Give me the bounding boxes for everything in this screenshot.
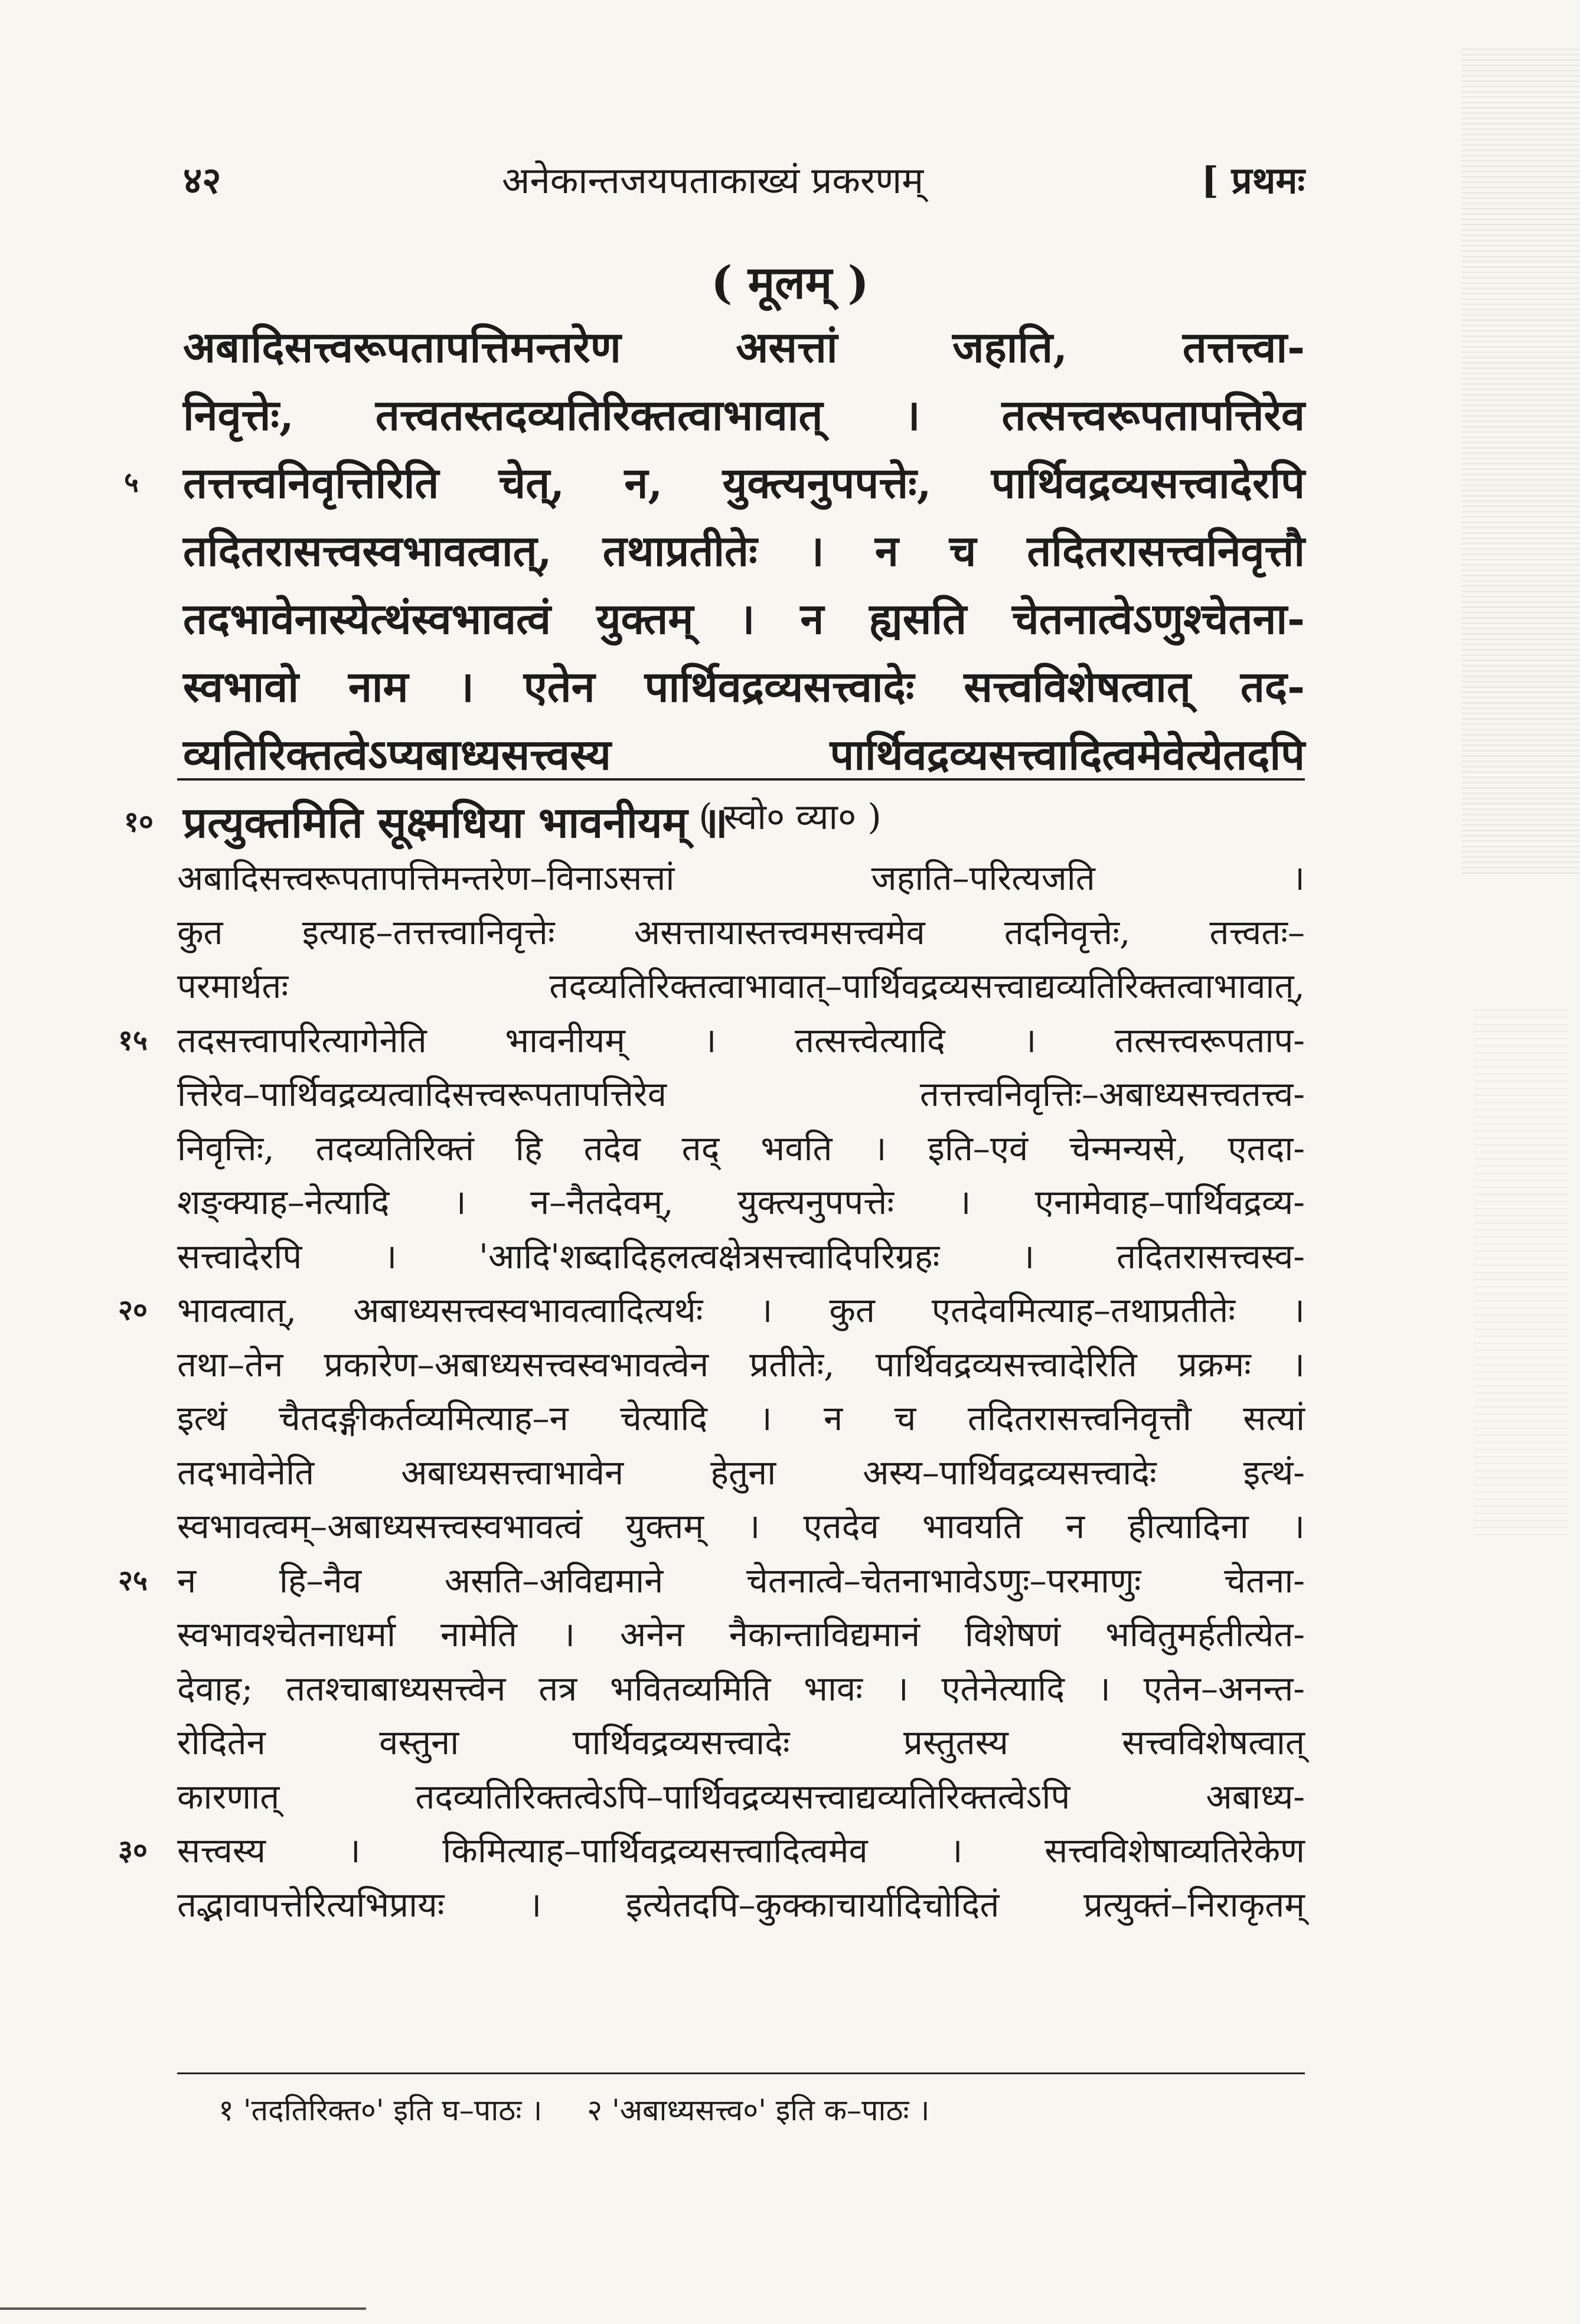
mula-text	[124, 313, 1305, 856]
mula-heading: ( मूलम् )	[711, 256, 869, 309]
line-number: ५	[124, 466, 139, 499]
commentary-line-text: तदसत्त्वापरित्यागेनेति भावनीयम् । तत्सत्त्वेत्यादि । तत्सत्त्वरूपताप-	[177, 1020, 1305, 1060]
footnote-divider	[177, 2072, 1305, 2074]
book-title: अनेकान्तजयपताकाख्यं प्रकरणम्	[502, 159, 924, 202]
page-number: ४२	[183, 159, 221, 202]
line-number: २५	[118, 1564, 148, 1597]
commentary-line: तथा–तेन प्रकारेण–अबाध्यसत्त्वस्वभावत्वेन प्रतीतेः, पार्थिवद्रव्यसत्त्वादेरिति प्रक्रमः ।	[177, 1344, 1305, 1385]
commentary-line-text: सत्त्वस्य । किमित्याह–पार्थिवद्रव्यसत्त्वादित्वमेव । सत्त्वविशेषाव्यतिरेकेण	[177, 1830, 1305, 1871]
commentary-line: निवृत्तिः, तदव्यतिरिक्तं हि तदेव तद् भवति । इति–एवं चेन्मन्यसे, एतदा-	[177, 1128, 1305, 1168]
commentary-line-text: न हि–नैव असति–अविद्यमाने चेतनात्वे–चेतनाभावेऽणुः–परमाणुः चेतना-	[177, 1560, 1305, 1601]
mula-line: व्यतिरिक्तत्वेऽप्यबाध्यसत्त्वस्य पार्थिवद्रव्यसत्त्वादित्वमेवेत्येतदपि	[183, 729, 1305, 779]
section-divider	[177, 778, 1305, 781]
footnote: २ 'अबाध्यसत्त्व०' इति क–पाठः ।	[587, 2093, 930, 2127]
commentary-line: कुत इत्याह–तत्तत्त्वानिवृत्तेः असत्तायास्तत्त्वमसत्त्वमेव तदनिवृत्तेः, तत्त्वतः–	[177, 912, 1305, 952]
commentary-heading: ( स्वो० व्या० )	[698, 797, 882, 838]
mula-line: निवृत्तेः, तत्त्वतस्तदव्यतिरिक्तत्वाभावात् । तत्सत्त्वरूपतापत्तिरेव	[183, 390, 1305, 440]
commentary-line: शङ्क्याह–नेत्यादि । न–नैतदेवम्, युक्त्यनुपपत्तेः । एनामेवाह–पार्थिवद्रव्य-	[177, 1182, 1305, 1222]
line-number: २०	[118, 1294, 148, 1327]
commentary-line	[118, 1014, 1305, 1068]
commentary-line: देवाह; ततश्चाबाध्यसत्त्वेन तत्र भवितव्यमिति भावः । एतेनेत्यादि । एतेन–अनन्त-	[177, 1668, 1305, 1709]
mula-line: तदितरासत्त्वस्वभावत्वात्, तथाप्रतीतेः । न च तदितरासत्त्वनिवृत्तौ	[183, 525, 1305, 576]
line-number: ३०	[118, 1834, 148, 1867]
section-label: [ प्रथमः	[1201, 159, 1305, 202]
mula-line: तदभावेनास्येत्थंस्वभावत्वं युक्तम् । न ह्यसति चेतनात्वेऽणुश्चेतना-	[183, 593, 1305, 644]
commentary-line	[118, 1284, 1305, 1338]
commentary-line: अबादिसत्त्वरूपतापत्तिमन्तरेण–विनाऽसत्तां जहाति–परित्यजति ।	[177, 858, 1305, 898]
commentary-line: परमार्थतः तदव्यतिरिक्तत्वाभावात्–पार्थिवद्रव्यसत्त्वाद्यव्यतिरिक्तत्वाभावात्,	[177, 966, 1305, 1006]
commentary-line: स्वभावश्चेतनाधर्मा नामेति । अनेन नैकान्ताविद्यमानं विशेषणं भवितुमर्हतीत्येत-	[177, 1614, 1305, 1654]
commentary-line: इत्थं चैतदङ्गीकर्तव्यमित्याह–न चेत्यादि । न च तदितरासत्त्वनिवृत्तौ सत्यां	[177, 1398, 1305, 1438]
mula-line: अबादिसत्त्वरूपतापत्तिमन्तरेण असत्तां जहाति, तत्तत्त्वा-	[183, 322, 1305, 372]
commentary-line: स्वभावत्वम्–अबाध्यसत्त्वस्वभावत्वं युक्तम् । एतदेव भावयति न हीत्यादिना ।	[177, 1506, 1305, 1546]
footnotes	[218, 2089, 965, 2129]
mula-line-text: प्रत्युक्तमिति सूक्ष्मधिया भावनीयम् ॥	[183, 797, 728, 847]
line-number: १०	[124, 805, 154, 838]
commentary-line-text: भावत्वात्, अबाध्यसत्त्वस्वभावत्वादित्यर्थः । कुत एतदेवमित्याह–तथाप्रतीतेः ।	[177, 1290, 1305, 1330]
commentary-line: तद्भावापत्तेरित्यभिप्रायः । इत्येतदपि–कुक्काचार्यादिचोदितं प्रत्युक्तं–निराकृतम्	[177, 1884, 1305, 1925]
mula-line-text: तत्तत्त्वनिवृत्तिरिति चेत्, न, युक्त्यनुपपत्तेः, पार्थिवद्रव्यसत्त्वादेरपि	[183, 458, 1305, 508]
running-header	[183, 155, 1305, 208]
commentary-line	[118, 1554, 1305, 1608]
mula-line: स्वभावो नाम । एतेन पार्थिवद्रव्यसत्त्वादेः सत्त्वविशेषत्वात् तद-	[183, 661, 1305, 711]
scan-artifact-line	[0, 2307, 366, 2310]
commentary-line: त्तिरेव–पार्थिवद्रव्यत्वादिसत्त्वरूपतापत्तिरेव तत्तत्त्वनिवृत्तिः–अबाध्यसत्त्वतत्त्व-	[177, 1074, 1305, 1114]
commentary-line: सत्त्वादेरपि । 'आदि'शब्दादिहलत्वक्षेत्रसत्त्वादिपरिग्रहः । तदितरासत्त्वस्व-	[177, 1236, 1305, 1277]
page-edge-shadow-lower	[1474, 1004, 1568, 1535]
line-number: १५	[118, 1023, 148, 1057]
commentary-line: रोदितेन वस्तुना पार्थिवद्रव्यसत्त्वादेः प्रस्तुतस्य सत्त्वविशेषत्वात्	[177, 1722, 1305, 1762]
mula-line	[124, 449, 1305, 517]
page-edge-shadow	[1462, 47, 1580, 874]
commentary-line	[118, 1824, 1305, 1878]
commentary-text	[118, 851, 1305, 1932]
footnote: १ 'तदतिरिक्त०' इति घ–पाठः ।	[218, 2093, 543, 2127]
commentary-line: कारणात् तदव्यतिरिक्तत्वेऽपि–पार्थिवद्रव्यसत्त्वाद्यव्यतिरिक्तत्वेऽपि अबाध्य-	[177, 1776, 1305, 1817]
commentary-line: तदभावेनेति अबाध्यसत्त्वाभावेन हेतुना अस्य–पार्थिवद्रव्यसत्त्वादेः इत्थं-	[177, 1452, 1305, 1493]
